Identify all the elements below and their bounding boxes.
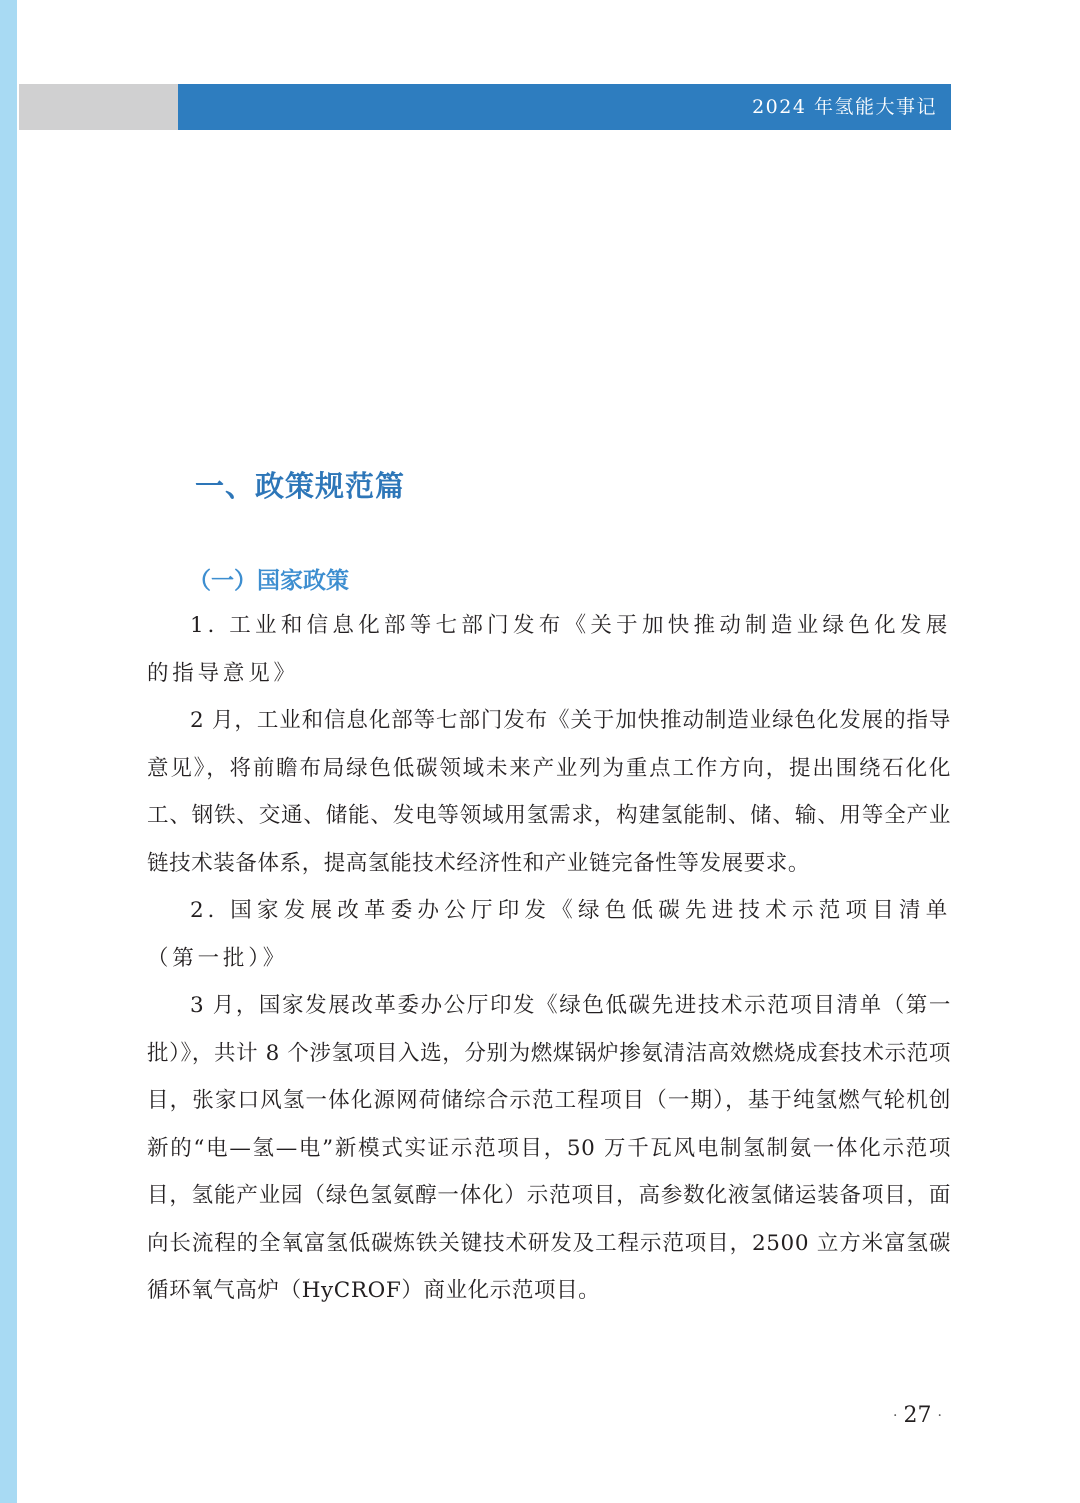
- item-1-title: 1. 工业和信息化部等七部门发布《关于加快推动制造业绿色化发展的指导意见》: [147, 613, 951, 686]
- header-gray-block: [19, 84, 178, 130]
- header-bar: [178, 84, 951, 130]
- section-title: 一、政策规范篇: [195, 469, 406, 503]
- header-title: 2024 年氢能大事记: [752, 96, 937, 118]
- page-number-value: 27: [903, 1403, 932, 1428]
- item-1-body: 2 月，工业和信息化部等七部门发布《关于加快推动制造业绿色化发展的指导意见》，将前瞻布局绿色低碳领域未来产业列为重点工作方向，提出围绕石化化工、钢铁、交通、储能、发电等领域用氢需求，构建氢能制、储、输、用等全产业链技术装备体系，提高氢能技术经济性和产业链完备性等发展要求。: [147, 708, 951, 876]
- page-number-dot-right: ·: [937, 1408, 942, 1424]
- content-body: [147, 602, 951, 1315]
- subsection-title: （一）国家政策: [188, 568, 349, 594]
- item-2-body: 3 月，国家发展改革委办公厅印发《绿色低碳先进技术示范项目清单（第一批）》，共计 8 个涉氢项目入选，分别为燃煤锅炉掺氨清洁高效燃烧成套技术示范项目，张家口风氢一体化源网荷储综合示范工程项目（一期），基于纯氢燃气轮机创新的“电—氢—电”新模式实证示范项目，50 万千瓦风电制氢制氨一体化示范项目，氢能产业园（绿色氢氨醇一体化）示范项目，高参数化液氢储运装备项目，面向长流程的全氧富氢低碳炼铁关键技术研发及工程示范项目，2500 立方米富氢碳循环氧气高炉（HyCROF）商业化示范项目。: [147, 993, 951, 1303]
- page-number-dot-left: ·: [893, 1408, 898, 1424]
- item-2-title: 2. 国家发展改革委办公厅印发《绿色低碳先进技术示范项目清单（第一批）》: [147, 898, 951, 971]
- page-number: [880, 1398, 955, 1434]
- left-edge-strip: [0, 0, 17, 1503]
